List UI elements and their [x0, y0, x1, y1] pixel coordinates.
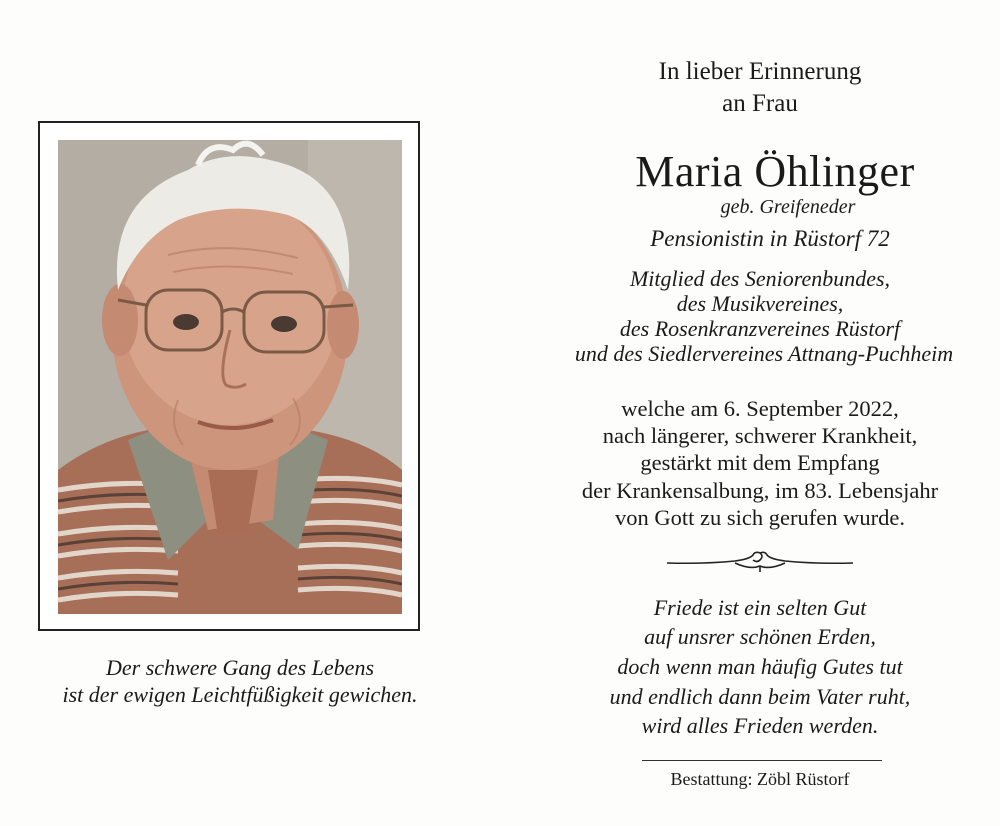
text-panel: [520, 0, 1000, 826]
quote-line: Der schwere Gang des Lebens: [105, 655, 375, 680]
portrait-photo: [58, 140, 402, 614]
death-notice-line: nach längerer, schwerer Krankheit,: [602, 423, 918, 448]
portrait-illustration: [58, 140, 402, 614]
death-notice-line: der Krankensalbung, im 83. Lebensjahr: [581, 478, 939, 503]
membership-line: Mitglied des Seniorenbundes,: [629, 266, 891, 291]
intro-line: an Frau: [722, 90, 798, 117]
death-notice-line: von Gott zu sich gerufen wurde.: [615, 505, 905, 530]
death-notice-line: gestärkt mit dem Empfang: [640, 450, 880, 475]
membership-line: und des Siedlervereines Attnang-Puchheim: [574, 341, 954, 366]
photo-frame: [38, 121, 420, 631]
poem-line: doch wenn man häufig Gutes tut: [617, 654, 903, 679]
poem-line: auf unsrer schönen Erden,: [644, 624, 876, 649]
ornament-divider-icon: [665, 548, 855, 574]
poem-line: wird alles Frieden werden.: [641, 713, 879, 738]
quote-line: ist der ewigen Leichtfüßigkeit gewichen.: [62, 682, 418, 707]
deceased-name: Maria Öhlinger: [635, 147, 915, 196]
left-quote: [20, 654, 460, 708]
poem-line: Friede ist ein selten Gut: [653, 595, 867, 620]
death-notice-line: welche am 6. September 2022,: [621, 396, 899, 421]
membership-line: des Musikvereines,: [676, 291, 844, 316]
divider-rule: [642, 760, 882, 761]
birth-name: geb. Greifeneder: [720, 196, 856, 218]
membership-line: des Rosenkranzvereines Rüstorf: [619, 316, 901, 341]
occupation: Pensionistin in Rüstorf 72: [650, 226, 890, 251]
intro-line: In lieber Erinnerung: [658, 58, 862, 85]
poem-line: und endlich dann beim Vater ruht,: [609, 684, 911, 709]
undertaker: Bestattung: Zöbl Rüstorf: [670, 769, 850, 789]
